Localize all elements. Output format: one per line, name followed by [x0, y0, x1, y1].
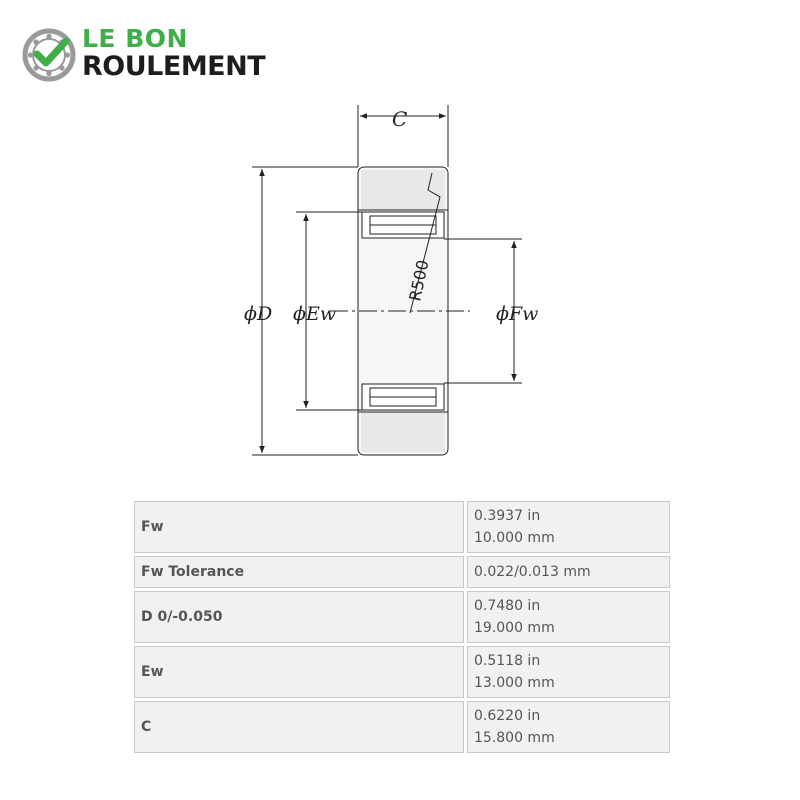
spec-label: Ew [134, 646, 464, 698]
spec-value-line: 13.000 mm [474, 675, 555, 691]
spec-label: Fw [134, 501, 464, 553]
spec-value [467, 591, 670, 643]
spec-value-line: 0.7480 in [474, 598, 541, 614]
bearing-dimension-drawing [0, 95, 800, 470]
brand-logo[interactable] [22, 26, 312, 84]
table-row [134, 591, 670, 643]
spec-value-line: 0.3937 in [474, 508, 541, 524]
spec-value [467, 556, 670, 588]
spec-value-line: 19.000 mm [474, 620, 555, 636]
spec-value [467, 501, 670, 553]
label-ew: ϕEw [293, 303, 337, 325]
label-c: C [392, 107, 408, 131]
spec-label: C [134, 701, 464, 753]
spec-value-line: 0.6220 in [474, 708, 541, 724]
spec-value [467, 701, 670, 753]
spec-value-line: 0.022/0.013 mm [474, 564, 591, 580]
spec-value-line: 10.000 mm [474, 530, 555, 546]
brand-line-2: ROULEMENT [82, 51, 266, 82]
spec-label: D 0/-0.050 [134, 591, 464, 643]
spec-value [467, 646, 670, 698]
spec-value-line: 0.5118 in [474, 653, 541, 669]
bearing-check-logo-icon [22, 28, 76, 82]
spec-table [131, 498, 673, 756]
table-row [134, 501, 670, 553]
spec-table-body [134, 501, 670, 753]
brand-line-1: LE BON [82, 24, 188, 53]
spec-value-line: 15.800 mm [474, 730, 555, 746]
table-row [134, 556, 670, 588]
table-row [134, 646, 670, 698]
label-radius: R500 [405, 258, 433, 303]
table-row [134, 701, 670, 753]
label-fw: ϕFw [496, 303, 539, 325]
label-d: ϕD [244, 303, 273, 325]
spec-label: Fw Tolerance [134, 556, 464, 588]
